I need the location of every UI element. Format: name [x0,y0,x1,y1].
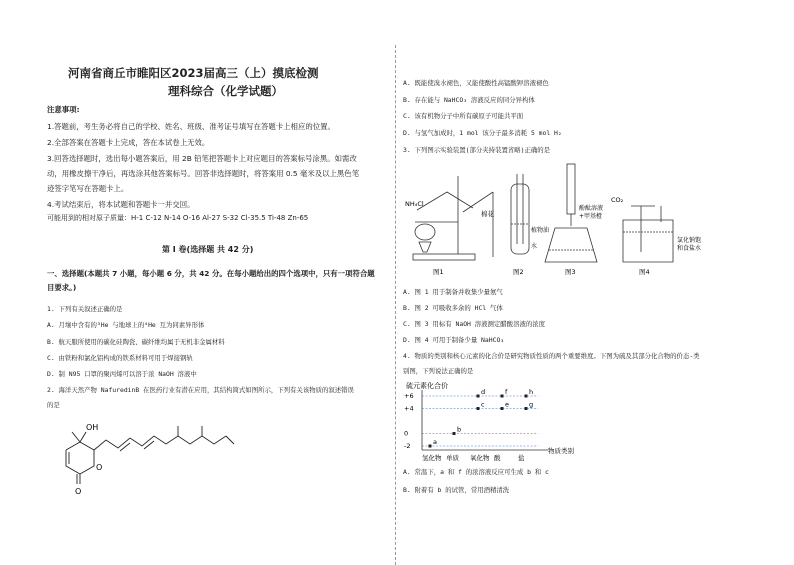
water-label: 水 [531,243,538,250]
indicator-label: 酚酞溶液 [579,205,604,212]
q4-stem: 别图，下列说法正确的是 [403,367,474,375]
q3-option: B. 图 2 可吸收多余的 HCl 气体 [403,304,503,312]
point-label: d [481,388,486,396]
chart-x-title: 物质类别 [548,447,574,455]
y-tick-label: +4 [404,404,414,413]
exam-title: 河南省商丘市睢阳区2023届高三（上）摸底检测 [68,66,319,80]
section-intro: 目要求。) [47,283,77,292]
brine-label-2: 和食盐水 [677,245,702,252]
x-category-label: 盐 [518,454,525,462]
q4-option: A. 常温下，a 和 f 的浓溶液反应可生成 b 和 c [403,468,549,476]
chart-point [429,445,432,448]
y-tick-label: +6 [404,392,414,400]
chart-point [525,395,528,398]
fig1-caption: 图1 [433,268,444,276]
atomic-masses: 可能用到的相对原子质量：H-1 C-12 N-14 O-16 Al-27 S-32 Cl-35.5 Ti-48 Zn-65 [47,214,309,222]
carbonyl-oxygen-label: O [75,487,82,496]
brine-label-1: 氯化钠饱 [677,237,702,244]
q1-stem: 1. 下列有关叙述正确的是 [47,305,123,313]
ring-oxygen-label: O [96,463,103,472]
naoh-label: +甲基橙 [579,213,603,220]
notice-line: 迹签字笔写在答题卡上。 [47,184,129,193]
y-tick-label: 0 [404,429,409,438]
q1-option: B. 航天服所使用的碳化硅陶瓷、碳纤维均属于无机非金属材料 [47,338,225,346]
cotton-label: 棉花 [481,210,494,218]
point-label: c [481,400,485,409]
valence-category-chart [398,380,598,462]
point-label: g [529,400,534,409]
point-label: b [457,425,462,434]
q2-option: C. 该有机物分子中所有碳原子可能共平面 [403,112,524,120]
point-label: h [529,388,534,396]
x-category-label: 氢化物 [422,454,442,462]
oh-label: OH [86,423,99,432]
oil-label: 植物油 [531,227,550,234]
chart-point [501,407,504,410]
chart-point [501,395,504,398]
point-label: f [505,388,508,396]
q2-option: B. 存在能与 NaHCO₃ 溶液反应的同分异构体 [403,96,535,104]
q2-option: A. 既能使溴水褪色，又能使酸性高锰酸钾溶液褪色 [403,79,549,87]
q3-stem: 3. 下列图示实验装置(部分夹持装置省略)正确的是 [403,146,551,154]
q2-stem: 2. 海洋天然产物 NafuredinB 在医药行业有潜在应用，其结构简式如图所示，下列有关该物质的叙述错误 [47,386,354,394]
q4-option: B. 附着有 b 的试管，常用酒精清洗 [403,486,510,494]
x-category-label: 单质 [446,454,459,462]
point-label: a [433,438,437,446]
chart-point [477,395,480,398]
q1-option: A. 月壤中含有的³He 与地球上的⁴He 互为同素异形体 [47,321,205,329]
nh4cl-label: NH₄Cl [405,200,424,208]
column-divider [395,45,396,565]
q2-option: D. 与氢气加成时，1 mol 该分子最多消耗 5 mol H₂ [403,129,562,137]
fig3-caption: 图3 [565,268,576,276]
exam-subtitle: 理科综合（化学试题） [168,84,283,98]
x-category-label: 氧化物 [470,454,490,462]
notice-heading: 注意事项: [47,105,80,114]
notice-line: 3.回答选择题时，选出每小题答案后，用 2B 铅笔把答题卡上对应题目的答案标号涂黑。如需改 [47,154,357,163]
q3-option: A. 图 1 用于制备并收集少量氨气 [403,288,503,296]
chart-point [477,407,480,410]
notice-line: 4.考试结束后，将本试题和答题卡一并交回。 [47,200,195,209]
chart-point [525,407,528,410]
notice-line: 2.全部答案在答题卡上完成，答在本试卷上无效。 [47,138,210,147]
q1-option: C. 由铁粉和氯化铝构成的铁系材料可用于焊接钢轨 [47,354,193,362]
q4-stem: 4. 物质的类别和核心元素的化合价是研究物质性质的两个重要维度。下图为硫及其部分化合物的价态-类 [403,352,700,360]
section-intro: 一、选择题(本题共 7 小题，每小题 6 分，共 42 分。在每小题给出的四个选项中，只有一项符合题 [47,269,375,278]
q3-option: C. 图 3 用标有 NaOH 溶液测定醋酸溶液的浓度 [403,320,546,328]
fig2-caption: 图2 [513,268,524,276]
y-tick-label: -2 [404,442,411,450]
chart-point [453,432,456,435]
q3-option: D. 图 4 可用于制备少量 NaHCO₃ [403,336,505,344]
nafuredin-structure [50,418,240,498]
fig4-caption: 图4 [639,268,650,276]
x-category-label: 酸 [494,454,501,462]
section-title: 第 I 卷(选择题 共 42 分) [162,245,254,254]
q3-apparatus-figures [403,162,763,280]
q1-option: D. 制 N95 口罩的聚丙烯可以溶于浓 NaOH 溶液中 [47,370,197,378]
notice-line: 动，用橡皮擦干净后，再选涂其他答案标号。回答非选择题时，将答案用 0.5 毫米及以上黑色笔 [47,169,360,178]
point-label: e [505,400,509,409]
co2-label: CO₂ [611,196,624,204]
chart-y-title: 硫元素化合价 [406,382,448,390]
q2-stem: 的是 [47,401,60,409]
notice-line: 1.答题前，考生务必将自己的学校、姓名、班级、准考证号填写在答题卡上相应的位置。 [47,122,335,131]
